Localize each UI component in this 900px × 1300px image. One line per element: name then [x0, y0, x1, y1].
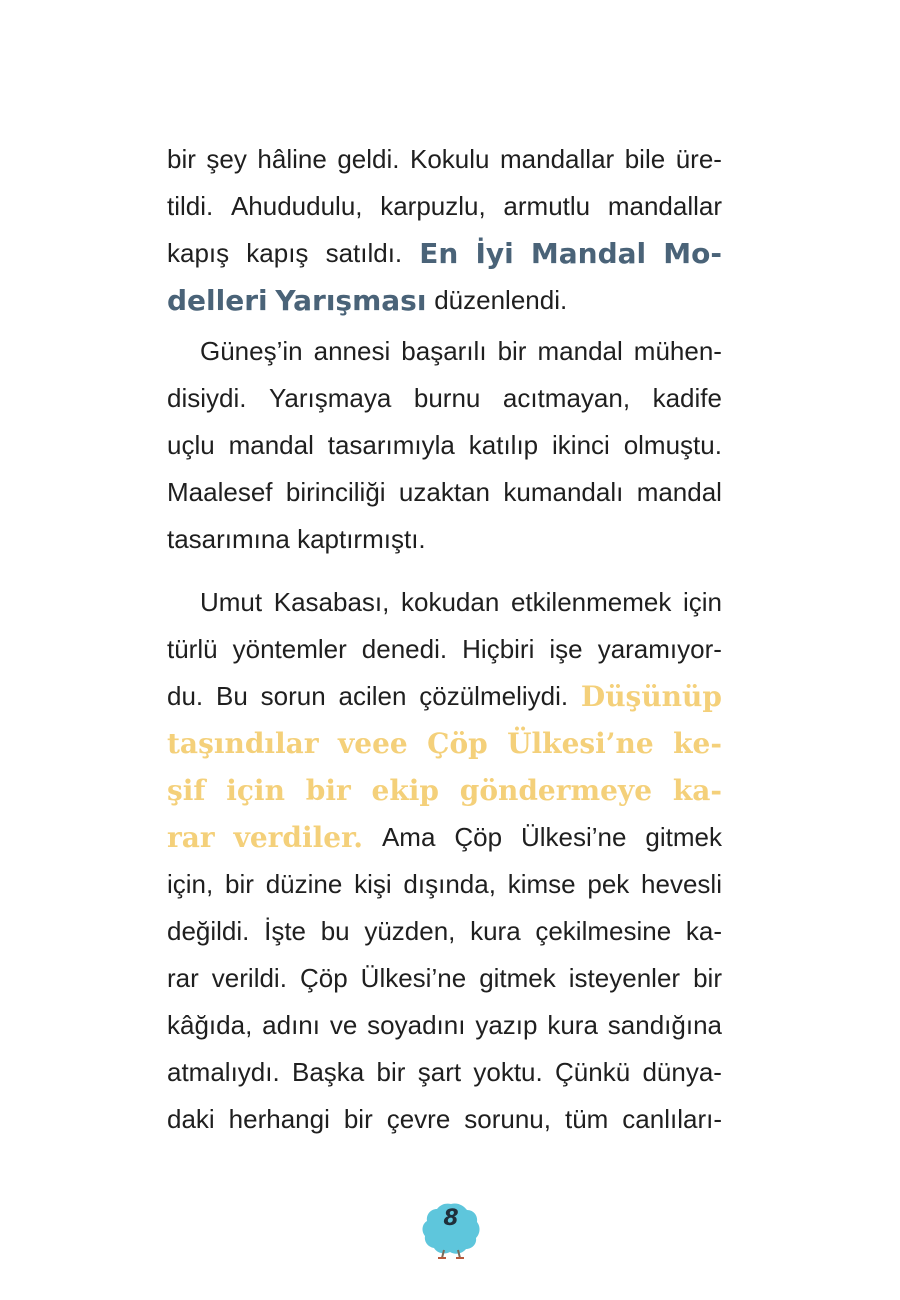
word: du. — [167, 681, 204, 711]
word: satıldı. — [325, 238, 403, 268]
word: adını — [262, 1010, 320, 1040]
word: için, — [167, 869, 214, 899]
text-line — [167, 908, 722, 955]
text-line — [167, 516, 722, 563]
text-line — [167, 277, 722, 324]
text-line — [167, 328, 722, 375]
word: Ülkesi’ne — [520, 822, 627, 852]
word: Çöp — [299, 963, 348, 993]
word: dünya- — [642, 1057, 722, 1087]
highlighted-word: şif — [167, 774, 206, 807]
highlighted-word: ke- — [673, 727, 722, 760]
word: yazıp — [475, 1010, 538, 1040]
word: mandal — [537, 336, 623, 366]
highlighted-word: rar — [167, 821, 215, 854]
word: bir — [693, 963, 722, 993]
word: Çöp — [454, 822, 503, 852]
text-line — [167, 230, 722, 277]
word: isteyenler — [568, 963, 681, 993]
word: yoktu. — [473, 1057, 543, 1087]
word: bir — [225, 869, 254, 899]
word: kâğıda, — [167, 1010, 253, 1040]
word: uçlu — [167, 430, 215, 460]
word: mandal — [228, 430, 314, 460]
highlighted-word: için — [226, 774, 285, 807]
word: değildi. — [167, 916, 250, 946]
text-line — [167, 720, 722, 767]
word: kapış — [246, 238, 309, 268]
word: uzaktan — [398, 477, 490, 507]
highlighted-word: Düşünüp — [580, 680, 722, 713]
word: mühen- — [633, 336, 722, 366]
highlighted-word: Mandal — [530, 237, 647, 270]
text-line — [167, 579, 722, 626]
word: Bu — [215, 681, 248, 711]
word: bir — [376, 1057, 406, 1087]
word: bir — [343, 1104, 373, 1134]
word: üre- — [675, 144, 722, 174]
highlighted-word: Yarışması — [275, 284, 427, 317]
paragraph — [167, 136, 722, 324]
book-page-text — [167, 136, 722, 1143]
highlighted-word: ka- — [672, 774, 722, 807]
word: disiydi. — [167, 383, 247, 413]
highlighted-word: veee — [338, 727, 408, 760]
word: tüm — [564, 1104, 609, 1134]
word: acilen — [338, 681, 407, 711]
page-number: 8 — [443, 1206, 459, 1231]
text-line — [167, 469, 722, 516]
word: katılıp — [468, 430, 539, 460]
word: dışında, — [403, 869, 496, 899]
highlighted-word: Çöp — [427, 727, 488, 760]
paragraph — [167, 579, 722, 1143]
word: mandallar — [607, 191, 722, 221]
word: olmuştu. — [623, 430, 722, 460]
text-line — [167, 955, 722, 1002]
text-line — [167, 861, 722, 908]
text-line — [167, 422, 722, 469]
word: kaptırmıştı. — [297, 524, 426, 554]
word: daki — [167, 1104, 215, 1134]
word: Umut — [200, 587, 263, 617]
word: Maalesef — [167, 477, 273, 507]
word: tildi. — [167, 191, 214, 221]
word: yöntemler — [232, 634, 347, 664]
word: mandal — [636, 477, 722, 507]
word: kura — [547, 1010, 598, 1040]
highlighted-word: ekip — [371, 774, 439, 807]
highlighted-word: Mo- — [663, 237, 722, 270]
word: sandığına — [607, 1010, 722, 1040]
word: verildi. — [211, 963, 287, 993]
word: çevre — [386, 1104, 451, 1134]
word: Ama — [381, 822, 436, 852]
word: düzenlendi. — [434, 285, 568, 315]
word: annesi — [313, 336, 391, 366]
word: ka- — [685, 916, 722, 946]
word: karpuzlu, — [380, 191, 486, 221]
highlighted-word: göndermeye — [459, 774, 653, 807]
highlighted-word: Ülkesi’ne — [507, 727, 654, 760]
word: kokudan — [401, 587, 500, 617]
text-line — [167, 136, 722, 183]
paragraph — [167, 328, 722, 563]
highlighted-word: İyi — [475, 237, 514, 270]
word: bir — [167, 144, 196, 174]
word: hevesli — [641, 869, 722, 899]
text-line — [167, 375, 722, 422]
word: birinciliği — [285, 477, 386, 507]
word: rar — [167, 963, 199, 993]
text-line — [167, 673, 722, 720]
text-line — [167, 767, 722, 814]
word: türlü — [167, 634, 218, 664]
text-line — [167, 1096, 722, 1143]
word: mandallar — [500, 144, 615, 174]
word: etkilenmemek — [510, 587, 672, 617]
word: kimse — [507, 869, 576, 899]
word: kadife — [652, 383, 722, 413]
word: çekilmesine — [535, 916, 672, 946]
word: atmalıydı. — [167, 1057, 280, 1087]
word: sorunu, — [464, 1104, 551, 1134]
highlighted-word: En — [419, 237, 459, 270]
word: canlıları- — [622, 1104, 722, 1134]
word: ikinci — [552, 430, 610, 460]
text-line — [167, 1049, 722, 1096]
word: İşte — [264, 916, 307, 946]
word: Başka — [292, 1057, 365, 1087]
word: için — [682, 587, 722, 617]
word: pek — [587, 869, 630, 899]
word: Çünkü — [555, 1057, 631, 1087]
highlighted-word: delleri — [167, 284, 268, 317]
text-line — [167, 626, 722, 673]
word: Kasabası, — [273, 587, 390, 617]
page-number-badge — [420, 1200, 482, 1262]
word: yüzden, — [364, 916, 456, 946]
word: acıtmayan, — [502, 383, 631, 413]
word: Kokulu — [410, 144, 490, 174]
word: Hiçbiri — [462, 634, 535, 664]
word: kişi — [354, 869, 392, 899]
word: bile — [624, 144, 666, 174]
word: tasarımına — [167, 524, 290, 554]
word: gitmek — [479, 963, 556, 993]
word: Yarışmaya — [269, 383, 392, 413]
word: kumandalı — [503, 477, 624, 507]
word: Ahududulu, — [230, 191, 363, 221]
word: gitmek — [645, 822, 722, 852]
word: başarılı — [401, 336, 487, 366]
word: herhangi — [228, 1104, 330, 1134]
word: işe — [549, 634, 583, 664]
word: düzine — [265, 869, 343, 899]
word: soyadını — [367, 1010, 466, 1040]
word: yaramıyor- — [597, 634, 722, 664]
word: sorun — [260, 681, 326, 711]
word: bu — [320, 916, 350, 946]
word: çözülmeliydi. — [419, 681, 569, 711]
word: hâline — [257, 144, 327, 174]
word: şey — [206, 144, 247, 174]
word: Ülkesi’ne — [360, 963, 467, 993]
text-line — [167, 183, 722, 230]
highlighted-word: taşındılar — [167, 727, 319, 760]
highlighted-word: verdiler. — [233, 821, 364, 854]
word: armutlu — [503, 191, 591, 221]
word: burnu — [413, 383, 481, 413]
word: Güneş’in — [200, 336, 303, 366]
word: geldi. — [337, 144, 400, 174]
word: denedi. — [361, 634, 448, 664]
word: kura — [470, 916, 521, 946]
word: ve — [329, 1010, 358, 1040]
text-line — [167, 1002, 722, 1049]
text-line — [167, 814, 722, 861]
word: kapış — [167, 238, 230, 268]
highlighted-word: bir — [305, 774, 351, 807]
word: bir — [497, 336, 527, 366]
word: tasarımıyla — [327, 430, 455, 460]
word: şart — [417, 1057, 462, 1087]
